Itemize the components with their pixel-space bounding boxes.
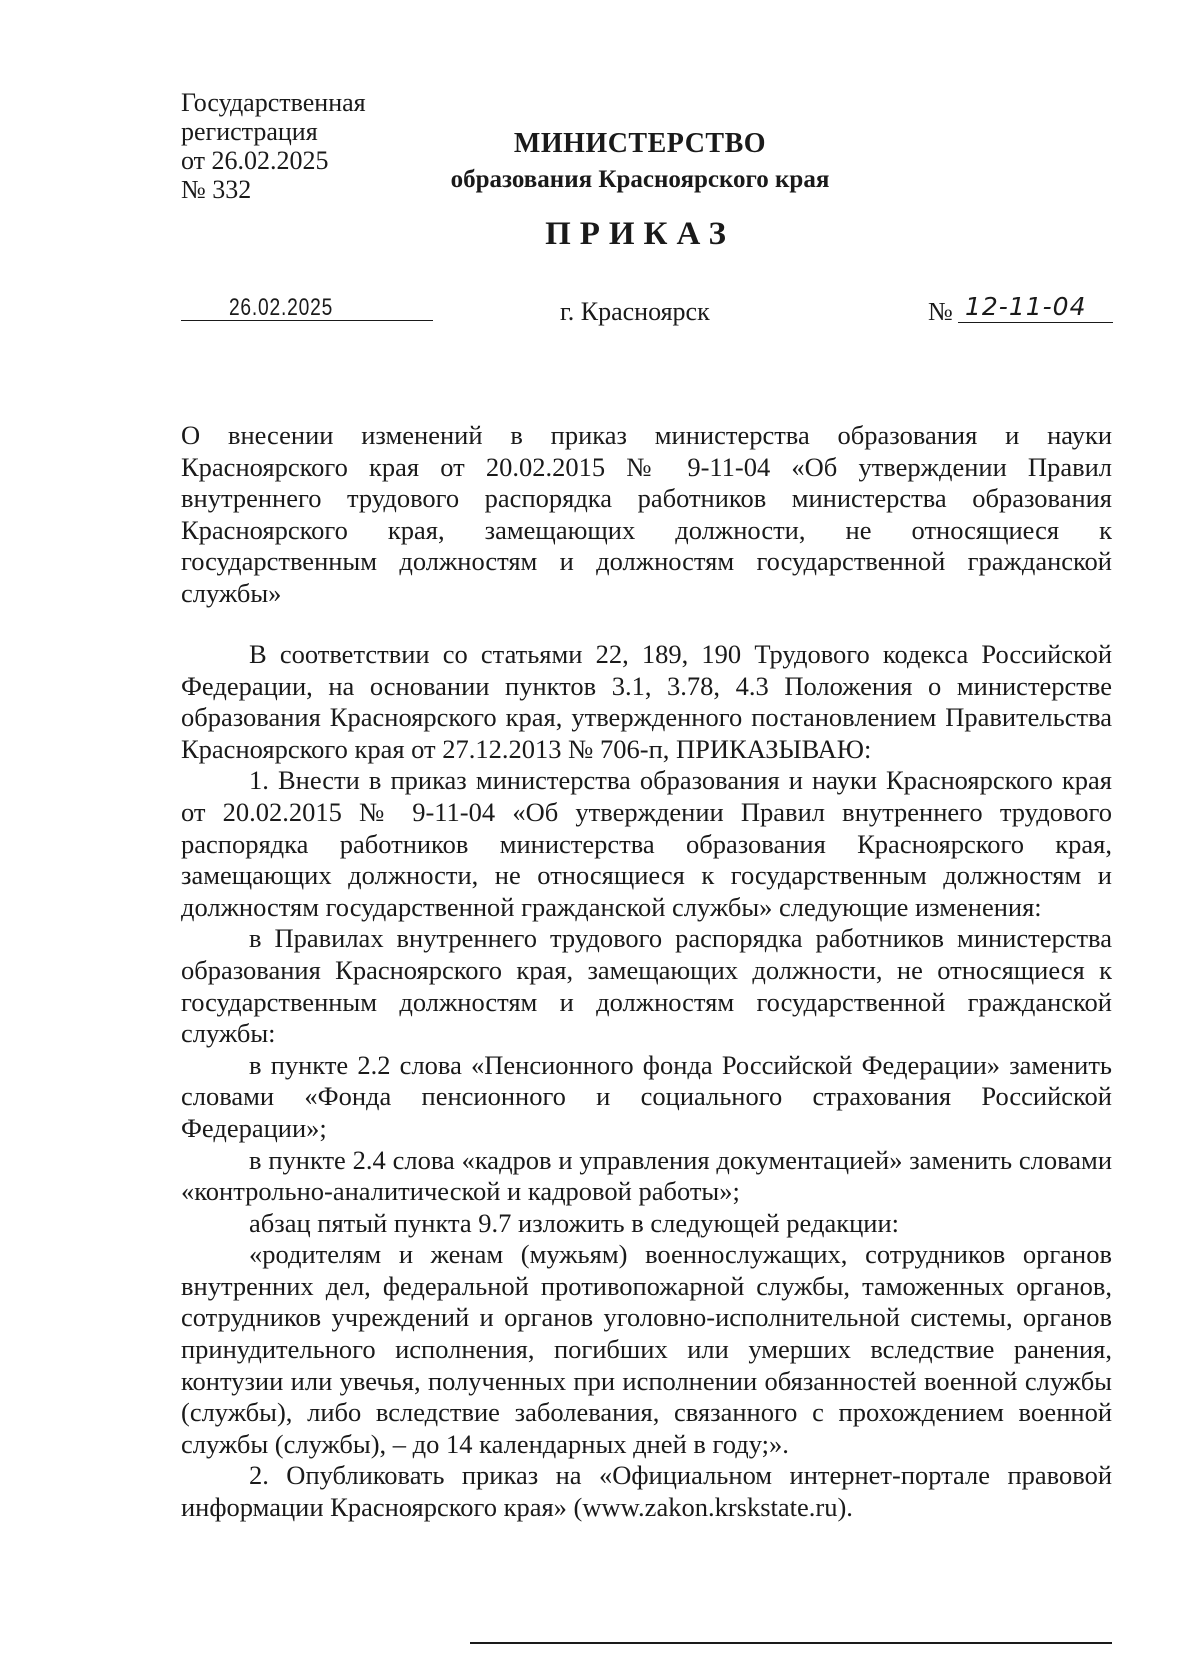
ministry-subtitle: образования Красноярского края bbox=[450, 166, 830, 193]
body-paragraph: абзац пятый пункта 9.7 изложить в следующей редакции: bbox=[249, 1207, 900, 1238]
order-number: 12-11-04 bbox=[965, 292, 1087, 321]
city: г. Красноярск bbox=[560, 297, 710, 326]
number-underline bbox=[958, 322, 1113, 323]
date-underline bbox=[181, 320, 433, 321]
body-paragraph: 1. Внести в приказ министерства образования и науки Красноярского края от 20.02.2015 № 9-11-04 «Об утверждении Правил внутреннего трудового распорядка работников министерства образования Красноярского края, замещающих должности, не относящиеся к государственным должностям и должностям государственной гражданской службы» следующие изменения: bbox=[181, 765, 1112, 922]
registration-line: регистрация bbox=[181, 117, 318, 146]
body-paragraph: в пункте 2.4 слова «кадров и управления документацией» заменить словами «контрольно-аналитической и кадровой работы»; bbox=[181, 1144, 1112, 1207]
order-date: 26.02.2025 bbox=[228, 294, 334, 321]
document-type-heading: ПРИКАЗ bbox=[545, 216, 735, 252]
body-paragraph: 2. Опубликовать приказ на «Официальном интернет-портале правовой информации Красноярского края» (www.zakon.krskstate.ru). bbox=[181, 1460, 1112, 1523]
registration-stamp bbox=[181, 88, 366, 204]
body-paragraph: В соответствии со статьями 22, 189, 190 Трудового кодекса Российской Федерации, на основании пунктов 3.1, 3.78, 4.3 Положения о министерстве образования Красноярского края, утвержденного постановлением Правительства Красноярского края от 27.12.2013 № 706-п, ПРИКАЗЫВАЮ: bbox=[181, 639, 1112, 764]
body-paragraph: в Правилах внутреннего трудового распорядка работников министерства образования Красноярского края, замещающих должности, не относящиеся к государственным должностям и должностям государственной гражданской службы: bbox=[181, 923, 1112, 1049]
registration-line: Государственная bbox=[181, 88, 366, 117]
order-subject: О внесении изменений в приказ министерства образования и науки Красноярского края от 20.02.2015 № 9-11-04 «Об утверждении Правил внутреннего трудового распорядка работников министерства образования Красноярского края, замещающих должности, не относящиеся к государственным должностям и должностям государственной гражданской службы» bbox=[181, 420, 1112, 608]
body-paragraph: в пункте 2.2 слова «Пенсионного фонда Российской Федерации» заменить словами «Фонда пенсионного и социального страхования Российской Федерации»; bbox=[181, 1049, 1112, 1143]
registration-number: № 332 bbox=[181, 175, 252, 204]
ministry-title: МИНИСТЕРСТВО bbox=[513, 128, 767, 159]
number-sign: № bbox=[928, 297, 953, 326]
body-paragraph: «родителям и женам (мужьям) военнослужащих, сотрудников органов внутренних дел, федеральной противопожарной службы, таможенных органов, сотрудников учреждений и органов уголовно-исполнительной системы, органов принудительного исполнения, погибших или умерших вследствие ранения, контузии или увечья, полученных при исполнении обязанностей военной службы (службы), либо вследствие заболевания, связанного с прохождением военной службы (службы), – до 14 календарных дней в году;». bbox=[181, 1239, 1112, 1459]
footer-divider bbox=[470, 1642, 1112, 1644]
registration-date: от 26.02.2025 bbox=[181, 146, 329, 175]
order-body bbox=[181, 639, 1112, 1524]
